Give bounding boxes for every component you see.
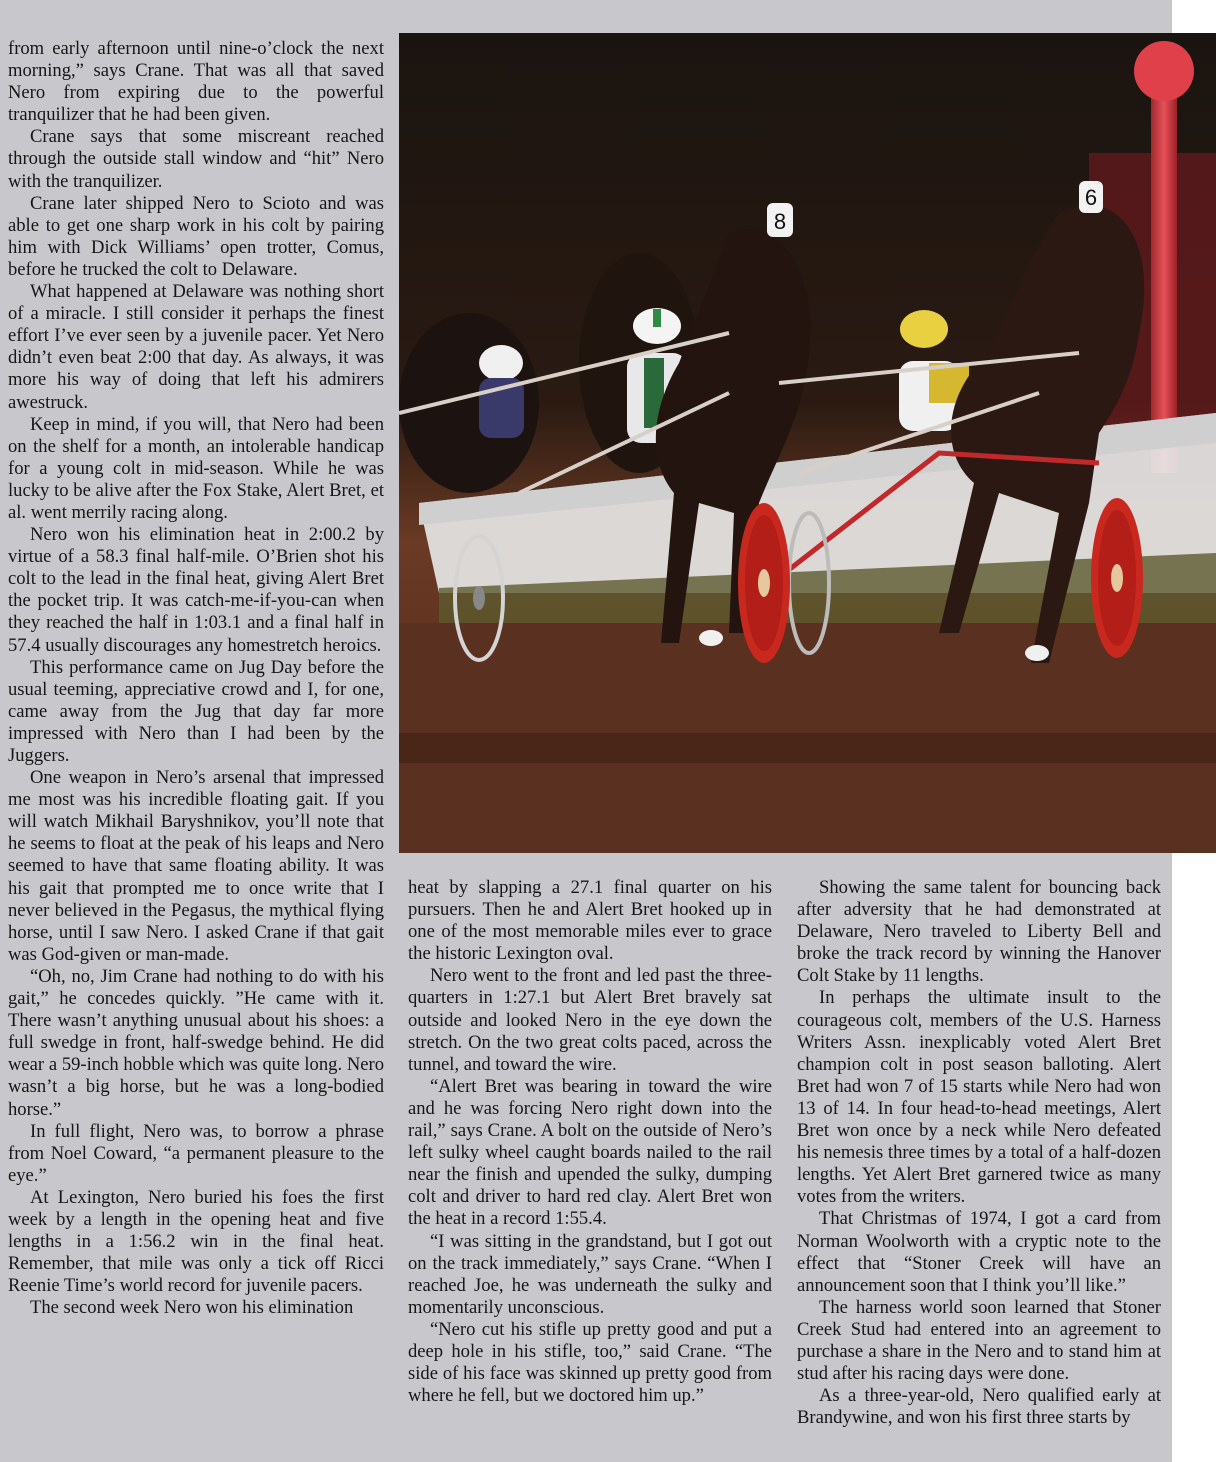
harness-race-illustration — [399, 33, 1216, 853]
article-paragraph: What happened at Delaware was nothing short of a miracle. I still consider it perhaps the finest effort I’ve ever seen by a juvenile pacer. Yet Nero didn’t even beat 2:00 that day. As always, it was more his way of doing that left his admirers awestruck. — [8, 281, 384, 413]
text-column-left — [8, 38, 384, 1458]
article-paragraph: “Alert Bret was bearing in toward the wire and he was forcing Nero right down into the rail,” says Crane. A bolt on the outside of Nero’s left sulky wheel caught boards nailed to the rail near the finish and upended the sulky, dumping colt and driver to hard red clay. Alert Bret won the heat in a record 1:55.4. — [408, 1075, 772, 1230]
harness-race-photo — [399, 33, 1216, 853]
article-paragraph: heat by slapping a 27.1 final quarter on his pursuers. Then he and Alert Bret hooked up in one of the most memorable miles ever to grace the historic Lexington oval. — [408, 877, 772, 965]
article-paragraph: One weapon in Nero’s arsenal that impressed me most was his incredible floating gait. If you will watch Mikhail Baryshnikov, you’ll note that he seems to float at the peak of his leaps and Nero seemed to have that same floating ability. It was his gait that prompted me to once write that I never believed in the Pegasus, the mythical flying horse, until I saw Nero. I asked Crane if that gait was God-given or man-made. — [8, 767, 384, 965]
article-paragraph: Crane says that some miscreant reached through the outside stall window and “hit” Nero with the tranquilizer. — [8, 126, 384, 192]
finish-pole — [1151, 73, 1177, 473]
article-paragraph: “I was sitting in the grandstand, but I got out on the track immediately,” says Crane. “When I reached Joe, he was underneath the sulky and momentarily unconscious. — [408, 1230, 772, 1318]
article-paragraph: That Christmas of 1974, I got a card from Norman Woolworth with a cryptic note to the effect that “Stoner Creek will have an announcement soon that I think you’ll like.” — [797, 1208, 1161, 1296]
article-paragraph: Keep in mind, if you will, that Nero had been on the shelf for a month, an intolerable handicap for a young colt in mid-season. While he was lucky to be alive after the Fox Stake, Alert Bret, et al. went merrily racing along. — [8, 413, 384, 523]
article-paragraph: Nero went to the front and led past the three-quarters in 1:27.1 but Alert Bret bravely sat outside and looked Nero in the eye down the stretch. On the two great colts paced, across the tunnel, and toward the wire. — [408, 965, 772, 1075]
finish-pole-ball — [1134, 41, 1194, 101]
article-paragraph: Showing the same talent for bouncing back after adversity that he had demonstrated at Delaware, Nero traveled to Liberty Bell and broke the track record by winning the Hanover Colt Stake by 11 lengths. — [797, 877, 1161, 987]
text-column-right — [797, 877, 1161, 1457]
track-shadow — [399, 733, 1216, 763]
article-paragraph: The harness world soon learned that Stoner Creek Stud had entered into an agreement to purchase a share in the Nero and to stand him at stud after his racing days were done. — [797, 1296, 1161, 1385]
article-paragraph: Nero won his elimination heat in 2:00.2 by virtue of a 58.3 final half-mile. O’Brien shot his colt to the lead in the final heat, giving Alert Bret the pocket trip. It was catch-me-if-you-can when they reached the half in 1:03.1 and a final half in 57.4 usually discourages any homestretch heroics. — [8, 524, 384, 656]
sulky-wheel-red-left — [738, 503, 790, 663]
sulky-wheel-red-right — [1091, 498, 1143, 658]
article-paragraph: At Lexington, Nero buried his foes the first week by a length in the opening heat and five lengths in a 1:56.2 win in the final heat. Remember, that mile was only a tick off Ricci Reenie Time’s world record for juvenile pacers. — [8, 1186, 384, 1297]
article-paragraph: from early afternoon until nine-o’clock the next morning,” says Crane. That was all that saved Nero from expiring due to the powerful tranquilizer that he had been given. — [8, 38, 384, 126]
article-paragraph: Crane later shipped Nero to Scioto and was able to get one sharp work in his colt by pairing him with Dick Williams’ open trotter, Comus, before he trucked the colt to Delaware. — [8, 192, 384, 280]
saddle-cloth-number: 6 — [1084, 185, 1098, 210]
article-paragraph: In perhaps the ultimate insult to the courageous colt, members of the U.S. Harness Writers Assn. inexplicably voted Alert Bret champion colt in post season balloting. Alert Bret had won 7 of 15 starts while Nero had won 13 of 14. In four head-to-head meetings, Alert Bret won once by a neck while Nero defeated his nemesis three times by a total of a half-dozen lengths. Yet Alert Bret garnered twice as many votes from the writers. — [797, 987, 1161, 1208]
article-paragraph: In full flight, Nero was, to borrow a phrase from Noel Coward, “a permanent pleasure to the eye.” — [8, 1120, 384, 1186]
article-paragraph: “Nero cut his stifle up pretty good and put a deep hole in his stifle, too,” said Crane. “The side of his face was skinned up pretty good from where he fell, but we doctored him up.” — [408, 1318, 772, 1407]
article-paragraph: The second week Nero won his elimination — [30, 1297, 354, 1319]
saddle-cloth-number: 8 — [773, 209, 787, 234]
article-paragraph: “Oh, no, Jim Crane had nothing to do with his gait,” he concedes quickly. ”He came with it. There wasn’t anything unusual about his shoes: a full swedge in front, half-swedge behind. He did wear a 59-inch hobble which was quite long. Nero wasn’t a big horse, but he was a long-bodied horse.” — [8, 965, 384, 1120]
article-paragraph: As a three-year-old, Nero qualified early at Brandywine, and won his first three starts by — [797, 1385, 1161, 1429]
text-column-middle — [408, 877, 772, 1457]
article-paragraph: This performance came on Jug Day before the usual teeming, appreciative crowd and I, for one, came away from the Jug that day far more impressed with Nero than I had been by the Juggers. — [8, 656, 384, 766]
